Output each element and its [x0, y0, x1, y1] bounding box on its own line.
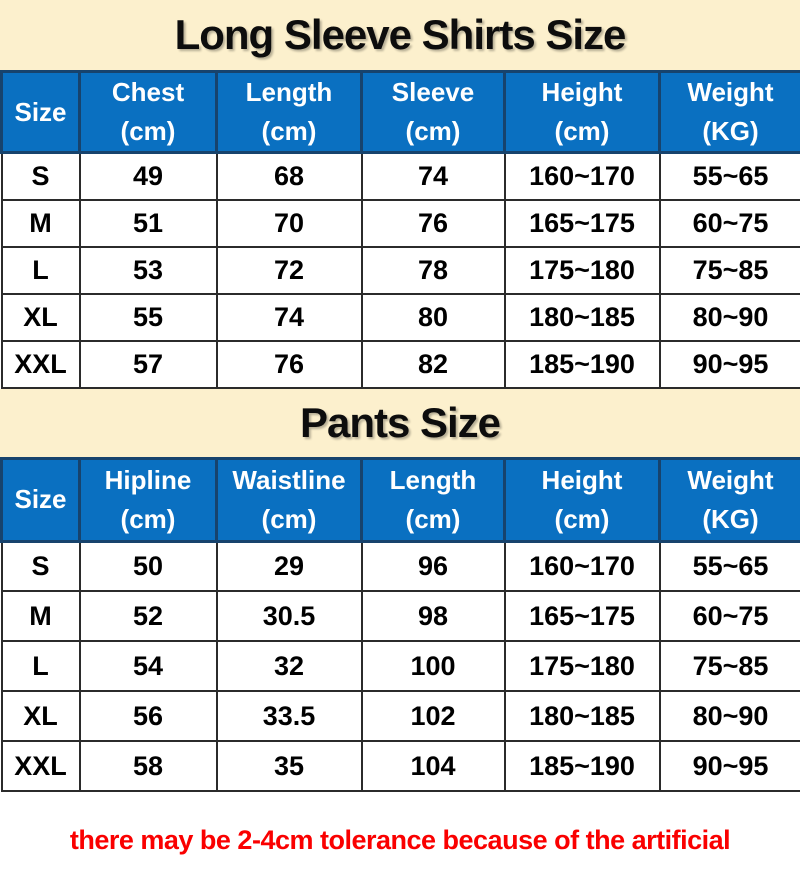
- value-cell: 185~190: [505, 341, 660, 388]
- size-cell: L: [2, 641, 80, 691]
- value-cell: 185~190: [505, 741, 660, 791]
- value-cell: 75~85: [660, 247, 800, 294]
- column-header-unit: (KG): [702, 116, 759, 146]
- size-cell: S: [2, 541, 80, 591]
- size-cell: S: [2, 153, 80, 200]
- pants-table-body: [2, 541, 800, 791]
- shirts-title-band: [0, 0, 800, 70]
- size-cell: XXL: [2, 341, 80, 388]
- header-row: [2, 458, 800, 541]
- column-header: [2, 458, 80, 541]
- value-cell: 58: [80, 741, 217, 791]
- column-header: [217, 72, 362, 153]
- value-cell: 80~90: [660, 691, 800, 741]
- header-row: [2, 72, 800, 153]
- value-cell: 78: [362, 247, 505, 294]
- value-cell: 49: [80, 153, 217, 200]
- value-cell: 90~95: [660, 341, 800, 388]
- value-cell: 96: [362, 541, 505, 591]
- value-cell: 33.5: [217, 691, 362, 741]
- value-cell: 74: [362, 153, 505, 200]
- value-cell: 30.5: [217, 591, 362, 641]
- column-header-unit: (KG): [702, 503, 759, 534]
- pants-size-table: [0, 457, 800, 793]
- value-cell: 29: [217, 541, 362, 591]
- value-cell: 98: [362, 591, 505, 641]
- column-header: [217, 458, 362, 541]
- value-cell: 55~65: [660, 541, 800, 591]
- size-cell: L: [2, 247, 80, 294]
- column-header-label: Length: [245, 77, 333, 107]
- value-cell: 75~85: [660, 641, 800, 691]
- shirts-table-title: Long Sleeve Shirts Size: [174, 11, 626, 58]
- column-header-unit: (cm): [554, 116, 610, 146]
- column-header-label: Size: [14, 96, 67, 127]
- column-header-label: Weight: [687, 77, 774, 107]
- shirts-table-body: [2, 153, 800, 388]
- value-cell: 60~75: [660, 591, 800, 641]
- table-row: [2, 641, 800, 691]
- table-row: [2, 591, 800, 641]
- column-header-label: Height: [541, 77, 623, 107]
- size-cell: M: [2, 591, 80, 641]
- value-cell: 76: [217, 341, 362, 388]
- shirts-size-section: [0, 0, 800, 389]
- table-row: [2, 741, 800, 791]
- value-cell: 32: [217, 641, 362, 691]
- column-header-unit: (cm): [261, 503, 317, 534]
- value-cell: 165~175: [505, 591, 660, 641]
- table-row: [2, 247, 800, 294]
- shirts-size-table: [0, 70, 800, 389]
- value-cell: 82: [362, 341, 505, 388]
- pants-table-header: [2, 458, 800, 541]
- value-cell: 53: [80, 247, 217, 294]
- column-header: [362, 72, 505, 153]
- column-header-unit: (cm): [554, 503, 610, 534]
- value-cell: 90~95: [660, 741, 800, 791]
- value-cell: 165~175: [505, 200, 660, 247]
- column-header-label: Size: [14, 484, 67, 514]
- column-header-unit: (cm): [405, 503, 461, 534]
- value-cell: 72: [217, 247, 362, 294]
- value-cell: 175~180: [505, 247, 660, 294]
- column-header: [362, 458, 505, 541]
- value-cell: 55: [80, 294, 217, 341]
- column-header: [660, 458, 800, 541]
- value-cell: 80: [362, 294, 505, 341]
- column-header-unit: (cm): [120, 503, 176, 534]
- column-header-label: Height: [541, 464, 623, 495]
- column-header: [2, 72, 80, 153]
- pants-title-band: [0, 389, 800, 457]
- tolerance-note-area: [0, 792, 800, 889]
- value-cell: 68: [217, 153, 362, 200]
- column-header: [80, 458, 217, 541]
- value-cell: 57: [80, 341, 217, 388]
- table-row: [2, 153, 800, 200]
- column-header-label: Weight: [687, 464, 774, 495]
- shirts-table-header: [2, 72, 800, 153]
- value-cell: 175~180: [505, 641, 660, 691]
- table-row: [2, 200, 800, 247]
- value-cell: 160~170: [505, 153, 660, 200]
- value-cell: 180~185: [505, 294, 660, 341]
- value-cell: 104: [362, 741, 505, 791]
- value-cell: 74: [217, 294, 362, 341]
- column-header: [505, 458, 660, 541]
- column-header-unit: (cm): [120, 116, 176, 146]
- value-cell: 56: [80, 691, 217, 741]
- column-header: [505, 72, 660, 153]
- value-cell: 52: [80, 591, 217, 641]
- table-row: [2, 341, 800, 388]
- value-cell: 60~75: [660, 200, 800, 247]
- value-cell: 35: [217, 741, 362, 791]
- table-row: [2, 691, 800, 741]
- size-cell: XL: [2, 294, 80, 341]
- size-cell: XXL: [2, 741, 80, 791]
- column-header-label: Hipline: [104, 464, 192, 495]
- column-header: [660, 72, 800, 153]
- value-cell: 50: [80, 541, 217, 591]
- value-cell: 54: [80, 641, 217, 691]
- value-cell: 51: [80, 200, 217, 247]
- value-cell: 102: [362, 691, 505, 741]
- value-cell: 160~170: [505, 541, 660, 591]
- value-cell: 55~65: [660, 153, 800, 200]
- table-row: [2, 541, 800, 591]
- pants-table-title: Pants Size: [299, 398, 501, 446]
- column-header-unit: (cm): [261, 116, 317, 146]
- tolerance-note: there may be 2-4cm tolerance because of the artificial: [69, 825, 731, 855]
- value-cell: 80~90: [660, 294, 800, 341]
- column-header-label: Waistline: [232, 464, 346, 495]
- table-row: [2, 294, 800, 341]
- value-cell: 70: [217, 200, 362, 247]
- value-cell: 180~185: [505, 691, 660, 741]
- size-cell: XL: [2, 691, 80, 741]
- column-header-label: Chest: [111, 77, 185, 107]
- value-cell: 76: [362, 200, 505, 247]
- column-header: [80, 72, 217, 153]
- column-header-label: Sleeve: [391, 77, 475, 107]
- value-cell: 100: [362, 641, 505, 691]
- pants-size-section: [0, 389, 800, 793]
- column-header-label: Length: [389, 464, 477, 495]
- size-cell: M: [2, 200, 80, 247]
- column-header-unit: (cm): [405, 116, 461, 146]
